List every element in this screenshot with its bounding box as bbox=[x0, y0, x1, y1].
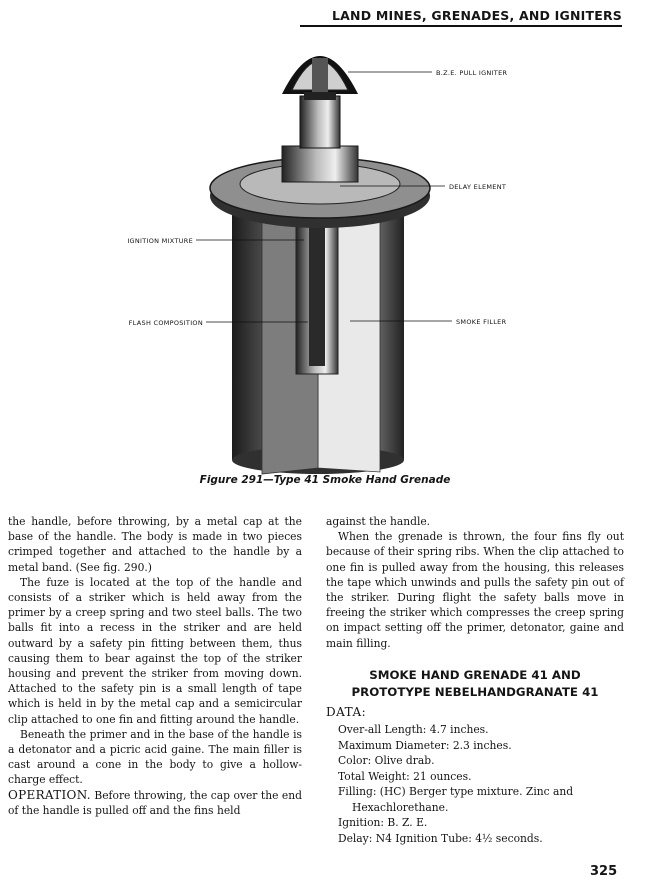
grenade-illustration bbox=[0, 28, 650, 476]
label-ignition-mixture: IGNITION MIXTURE bbox=[127, 237, 193, 245]
grenade-top-plate bbox=[210, 146, 430, 228]
operation-text: Before throwing, the cap over the end of the handle is pulled off and the fins held bbox=[8, 788, 302, 817]
paragraph: The fuze is located at the top of the handle and consists of a striker which is held away from the primer by a creep spring and two steel balls. The two balls fit into a recess in the striker and are held outward by a safety pin fitting between them, thus causing them to bear against the top of the striker housing and prevent the striker from moving down. Attached to the safety pin is a small length of tape which is held in by the metal cap and a semicircular clip attached to one fin and fitting around the handle. bbox=[8, 575, 302, 726]
section-title-line-1: SMOKE HAND GRENADE 41 AND bbox=[369, 667, 581, 682]
data-item-diameter: Maximum Diameter: 2.3 inches. bbox=[338, 738, 512, 752]
left-column bbox=[8, 514, 302, 818]
data-item-length: Over-all Length: 4.7 inches. bbox=[338, 723, 489, 737]
label-bze-pull-igniter: B.Z.E. PULL IGNITER bbox=[436, 69, 508, 77]
data-item-ignition: Ignition: B. Z. E. bbox=[338, 816, 428, 830]
paragraph: the handle, before throwing, by a metal cap at the base of the handle. The body is made in two pieces crimped together and attached to the handle by a metal band. (See fig. 290.) bbox=[8, 515, 302, 574]
right-column bbox=[326, 514, 624, 846]
label-smoke-filler: SMOKE FILLER bbox=[456, 318, 507, 326]
paragraph: When the grenade is thrown, the four fins fly out because of their spring ribs. When the clip attached to one fin is pulled away from the housing, this releases the tape which unwinds and pulls the safety pin out of the striker. During flight the safety balls move in freeing the striker which compresses the creep spring on impact setting off the primer, detonator, gaine and main filling. bbox=[326, 530, 624, 650]
running-head: LAND MINES, GRENADES, AND IGNITERS bbox=[332, 8, 622, 23]
data-item-color: Color: Olive drab. bbox=[338, 754, 435, 768]
paragraph: against the handle. bbox=[326, 515, 431, 528]
section-heading bbox=[326, 667, 624, 701]
data-item-filling-cont: Hexachlorethane. bbox=[352, 800, 449, 814]
data-item-filling: Filling: (HC) Berger type mixture. Zinc and bbox=[338, 785, 574, 799]
operation-heading: OPERATION. bbox=[8, 787, 91, 802]
data-list bbox=[338, 722, 624, 846]
paragraph bbox=[8, 788, 302, 818]
igniter-cap bbox=[282, 56, 358, 148]
data-item-delay: Delay: N4 Ignition Tube: 4½ seconds. bbox=[338, 831, 543, 845]
page-number: 325 bbox=[590, 864, 618, 879]
data-item-weight: Total Weight: 21 ounces. bbox=[338, 769, 472, 783]
paragraph: Beneath the primer and in the base of the handle is a detonator and a picric acid gaine. The main filler is cast around a cone in the body to give a hollow-charge effect. bbox=[8, 727, 302, 787]
label-delay-element: DELAY ELEMENT bbox=[449, 183, 507, 191]
data-label: DATA: bbox=[326, 704, 367, 719]
label-flash-composition: FLASH COMPOSITION bbox=[128, 319, 203, 327]
figure-caption: Figure 291—Type 41 Smoke Hand Grenade bbox=[199, 474, 451, 486]
header-rule bbox=[300, 25, 622, 27]
section-title-line-2: PROTOTYPE NEBELHANDGRANATE 41 bbox=[351, 684, 599, 699]
